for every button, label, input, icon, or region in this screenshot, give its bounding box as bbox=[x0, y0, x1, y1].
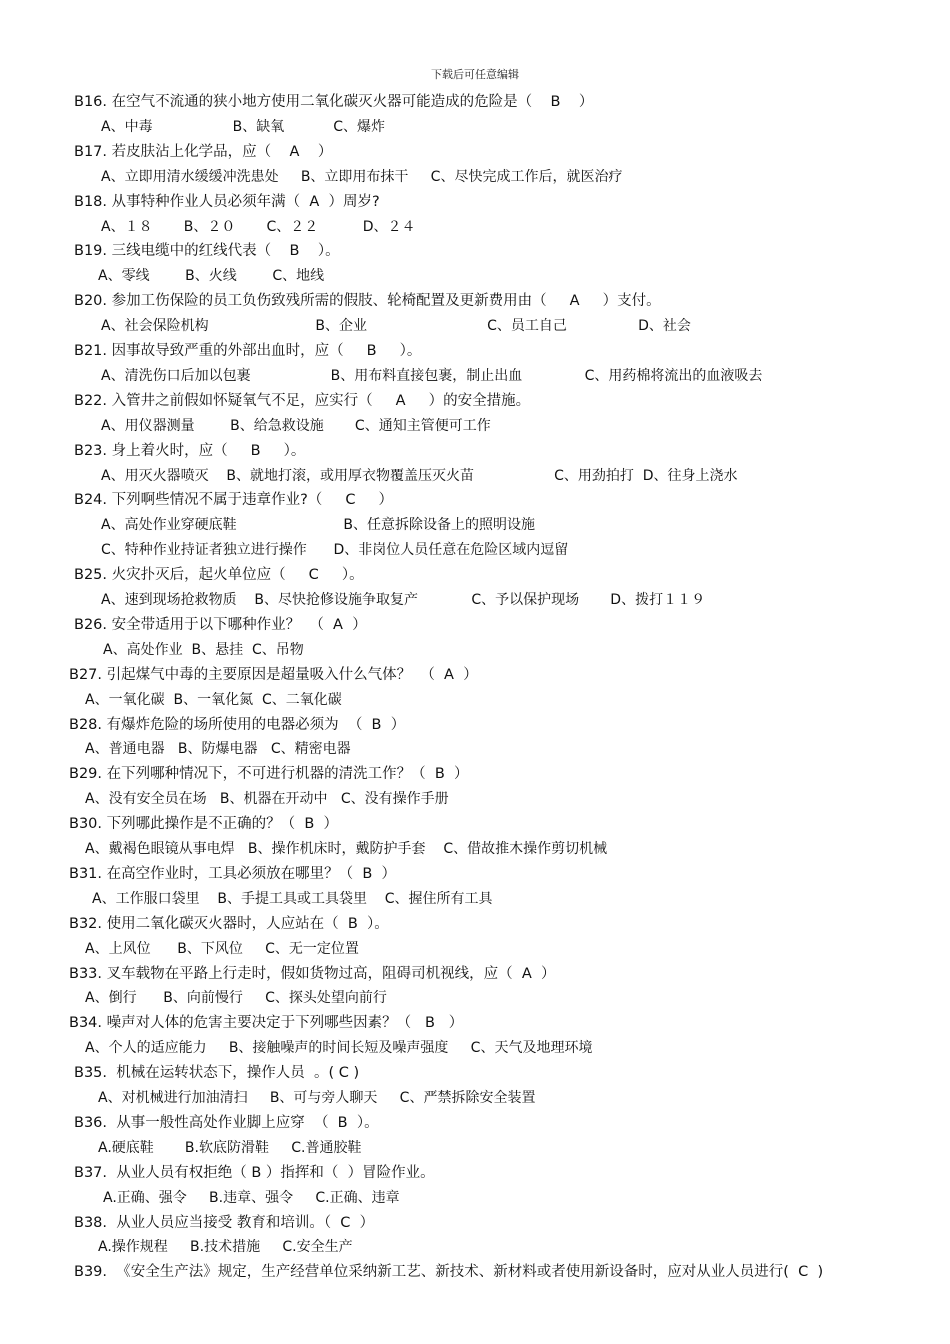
answer-options-line: A、社会保险机构 B、企业 C、员工自己 D、社会 bbox=[101, 318, 691, 335]
question-line: B23. 身上着火时，应（ B ）。 bbox=[74, 442, 306, 459]
answer-options-line: A、清洗伤口后加以包裹 B、用布料直接包裹，制止出血 C、用药棉将流出的血液吸去 bbox=[101, 367, 763, 384]
question-line: B17. 若皮肤沾上化学品，应（ A ） bbox=[74, 143, 333, 160]
question-line: B33. 叉车载物在平路上行走时，假如货物过高，阻碍司机视线，应（ A ） bbox=[69, 965, 556, 982]
question-line: B34. 噪声对人体的危害主要决定于下列哪些因素？（ B ） bbox=[69, 1015, 464, 1032]
answer-options-line: A.硬底鞋 B.软底防滑鞋 C.普通胶鞋 bbox=[98, 1139, 362, 1156]
question-line: B28. 有爆炸危险的场所使用的电器必须为 （ B ） bbox=[69, 716, 406, 733]
question-line: B29. 在下列哪种情况下，不可进行机器的清洗工作？（ B ） bbox=[69, 766, 469, 783]
answer-options-line: A、个人的适应能力 B、接触噪声的时间长短及噪声强度 C、天气及地理环境 bbox=[85, 1040, 593, 1057]
question-line: B24. 下列啊些情况不属于违章作业?（ C ） bbox=[74, 492, 394, 509]
question-line: B20. 参加工伤保险的员工负伤致残所需的假肢、轮椅配置及更新费用由（ A ）支付。 bbox=[74, 293, 661, 310]
question-line: B37. 从业人员有权拒绝（ B ）指挥和（ ）冒险作业。 bbox=[74, 1164, 435, 1181]
question-line: B32. 使用二氧化碳灭火器时，人应站在（ B ）。 bbox=[69, 915, 389, 932]
question-line: B36. 从事一般性高处作业脚上应穿 （ B ）。 bbox=[74, 1114, 379, 1131]
answer-options-line: A、倒行 B、向前慢行 C、探头处望向前行 bbox=[85, 990, 387, 1007]
answer-options-line: A.操作规程 B.技术措施 C.安全生产 bbox=[98, 1239, 353, 1256]
answer-options-line: C、特种作业持证者独立进行操作 D、非岗位人员任意在危险区域内逗留 bbox=[101, 542, 569, 559]
question-line: B18. 从事特种作业人员必须年满（ A ）周岁? bbox=[74, 193, 380, 210]
answer-options-line: A、用灭火器喷灭 B、就地打滚，或用厚衣物覆盖压灭火苗 C、用劲拍打 D、往身上浇水 bbox=[101, 467, 738, 484]
answer-options-line: A、上风位 B、下风位 C、无一定位置 bbox=[85, 940, 359, 957]
answer-options-line: A、立即用清水缓缓冲洗患处 B、立即用布抹干 C、尽快完成工作后，就医治疗 bbox=[101, 168, 623, 185]
question-line: B30. 下列哪此操作是不正确的？（ B ） bbox=[69, 816, 338, 833]
answer-options-line: A、速到现场抢救物质 B、尽快抢修设施争取复产 C、予以保护现场 D、拨打１１９ bbox=[101, 592, 706, 608]
answer-options-line: A、中毒 B、缺氧 C、爆炸 bbox=[101, 118, 386, 135]
answer-options-line: A、１８ B、２０ C、２２ D、２４ bbox=[101, 218, 416, 235]
answer-options-line: A、高处作业 B、悬挂 C、吊物 bbox=[103, 641, 304, 658]
question-line: B26. 安全带适用于以下哪种作业？ （ A ） bbox=[74, 616, 367, 633]
question-line: B19. 三线电缆中的红线代表（ B ）。 bbox=[74, 243, 340, 260]
answer-options-line: A、对机械进行加油清扫 B、可与旁人聊天 C、严禁拆除安全装置 bbox=[98, 1090, 536, 1106]
answer-options-line: A、用仪器测量 B、给急救设施 C、通知主管便可工作 bbox=[101, 417, 491, 434]
question-line: B27. 引起煤气中毒的主要原因是超量吸入什么气体？ （ A ） bbox=[69, 666, 478, 683]
answer-options-line: A、零线 B、火线 C、地线 bbox=[98, 268, 325, 285]
question-line: B16. 在空气不流通的狭小地方使用二氧化碳灭火器可能造成的危险是（ B ） bbox=[74, 94, 594, 110]
page-header: 下载后可任意编辑 bbox=[431, 68, 519, 81]
question-line: B35. 机械在运转状态下，操作人员 。( C ) bbox=[74, 1065, 360, 1082]
answer-options-line: A、高处作业穿硬底鞋 B、任意拆除设备上的照明设施 bbox=[101, 517, 535, 534]
question-line: B21. 因事故导致严重的外部出血时，应（ B ）。 bbox=[74, 343, 422, 359]
answer-options-line: A、戴褐色眼镜从事电焊 B、操作机床时，戴防护手套 C、借故推木操作剪切机械 bbox=[85, 841, 608, 857]
answer-options-line: A.正确、强令 B.违章、强令 C.正确、违章 bbox=[103, 1189, 400, 1206]
question-line: B25. 火灾扑灭后，起火单位应（ C ）。 bbox=[74, 567, 364, 584]
answer-options-line: A、一氧化碳 B、一氧化氮 C、二氧化碳 bbox=[85, 691, 342, 708]
answer-options-line: A、普通电器 B、防爆电器 C、精密电器 bbox=[85, 741, 351, 758]
answer-options-line: A、没有安全员在场 B、机器在开动中 C、没有操作手册 bbox=[85, 791, 449, 808]
question-line: B22. 入管井之前假如怀疑氧气不足，应实行（ A ）的安全措施。 bbox=[74, 392, 531, 409]
question-line: B39. 《安全生产法》规定，生产经营单位采纳新工艺、新技术、新材料或者使用新设备时，应对从业人员进行( C ) bbox=[74, 1264, 824, 1281]
answer-options-line: A、工作服口袋里 B、手提工具或工具袋里 C、握住所有工具 bbox=[92, 890, 493, 907]
question-line: B38. 从业人员应当接受 教育和培训。（ C ） bbox=[74, 1214, 375, 1231]
question-line: B31. 在高空作业时，工具必须放在哪里？（ B ） bbox=[69, 865, 396, 882]
